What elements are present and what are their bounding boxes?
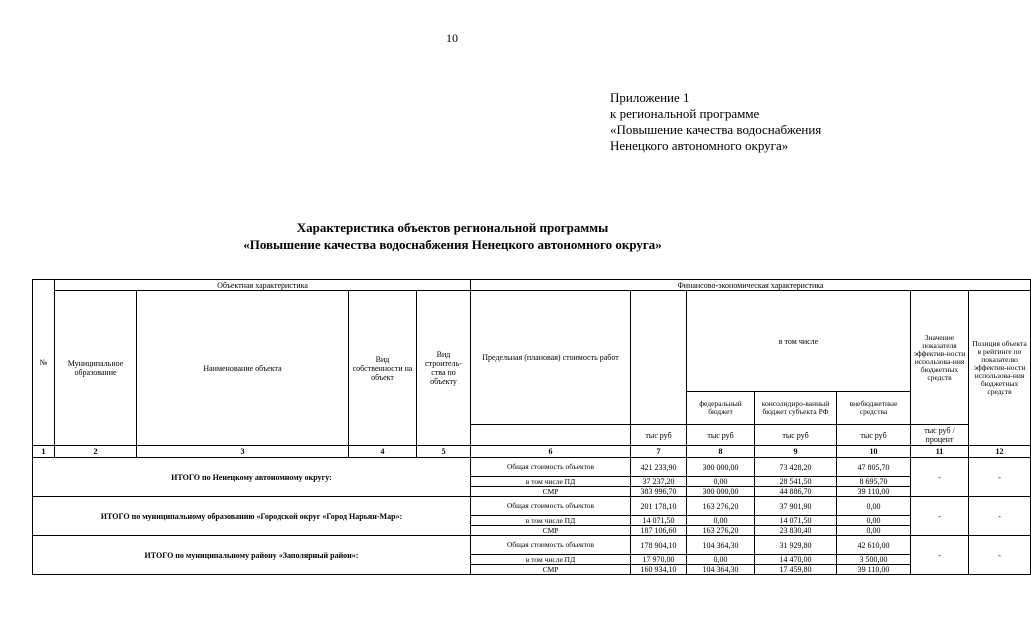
federal-value: 0,00 [687, 477, 755, 487]
rating-value: - [969, 458, 1031, 497]
program-objects-table [32, 279, 1031, 575]
extrabudget-value: 47 805,70 [837, 458, 911, 477]
title-line: «Повышение качества водоснабжения Ненецкого автономного округа» [243, 237, 662, 252]
col-number: 8 [687, 446, 755, 458]
unit-federal: тыс руб [687, 425, 755, 446]
cost-type: Общая стоимость объектов [471, 536, 631, 555]
cost-type: в том числе ПД [471, 516, 631, 526]
col-number: 10 [837, 446, 911, 458]
federal-value: 300 000,00 [687, 487, 755, 497]
appendix-line: Ненецкого автономного округа» [610, 138, 789, 153]
cost-value: 421 233,90 [631, 458, 687, 477]
col-number: 4 [349, 446, 417, 458]
federal-value: 163 276,20 [687, 497, 755, 516]
cost-type: СМР [471, 526, 631, 536]
rating-value: - [969, 497, 1031, 536]
cost-value: 37 237,20 [631, 477, 687, 487]
header-cost: Предельная (плановая) стоимость работ [471, 291, 631, 425]
cost-type: в том числе ПД [471, 477, 631, 487]
consolidated-value: 14 470,00 [755, 555, 837, 565]
cost-value: 201 178,10 [631, 497, 687, 516]
consolidated-value: 37 901,90 [755, 497, 837, 516]
col-number: 2 [55, 446, 137, 458]
rating-value: - [969, 536, 1031, 575]
federal-value: 104 364,30 [687, 565, 755, 575]
header-blank [631, 291, 687, 425]
federal-value: 300 000,00 [687, 458, 755, 477]
cost-value: 187 106,60 [631, 526, 687, 536]
federal-value: 0,00 [687, 555, 755, 565]
cost-value: 160 934,10 [631, 565, 687, 575]
col-number: 1 [33, 446, 55, 458]
appendix-note [610, 90, 821, 154]
consolidated-value: 14 071,50 [755, 516, 837, 526]
table-row [33, 458, 1031, 477]
appendix-line: к региональной программе [610, 106, 760, 121]
document-title [0, 219, 905, 253]
extrabudget-value: 39 110,00 [837, 487, 911, 497]
table-row [33, 497, 1031, 516]
header-federal: федеральный бюджет [687, 392, 755, 425]
federal-value: 104 364,30 [687, 536, 755, 555]
extrabudget-value: 39 110,00 [837, 565, 911, 575]
appendix-line: Приложение 1 [610, 90, 690, 105]
consolidated-value: 17 459,80 [755, 565, 837, 575]
header-construction: Вид строитель-ства по объекту [417, 291, 471, 446]
table-row [33, 536, 1031, 555]
appendix-line: «Повышение качества водоснабжения [610, 122, 822, 137]
header-num: № [33, 280, 55, 446]
total-label: ИТОГО по муниципальному району «Заполярный район»: [33, 536, 471, 575]
extrabudget-value: 0,00 [837, 516, 911, 526]
col-number: 5 [417, 446, 471, 458]
cost-type: СМР [471, 487, 631, 497]
cost-type: СМР [471, 565, 631, 575]
col-number: 9 [755, 446, 837, 458]
federal-value: 0,00 [687, 516, 755, 526]
cost-type: Общая стоимость объектов [471, 458, 631, 477]
extrabudget-value: 3 500,00 [837, 555, 911, 565]
header-group-finance: Финансово-экономическая характеристика [471, 280, 1031, 291]
header-group-object: Объектная характеристика [55, 280, 471, 291]
consolidated-value: 31 929,80 [755, 536, 837, 555]
unit-efficiency: тыс руб / процент [911, 425, 969, 446]
extrabudget-value: 42 610,00 [837, 536, 911, 555]
extrabudget-value: 0,00 [837, 526, 911, 536]
col-number: 11 [911, 446, 969, 458]
cost-value: 17 970,00 [631, 555, 687, 565]
unit-cost-blank [471, 425, 631, 446]
header-efficiency: Значение показателя эффектив-ности использова-ния бюджетных средств [911, 291, 969, 425]
extrabudget-value: 0,00 [837, 497, 911, 516]
col-number: 6 [471, 446, 631, 458]
col-number: 12 [969, 446, 1031, 458]
header-extrabudget: внебюджетные средства [837, 392, 911, 425]
header-ownership: Вид собственности на объект [349, 291, 417, 446]
page-number: 10 [446, 31, 458, 45]
efficiency-value: - [911, 536, 969, 575]
header-consolidated: консолидиро-ванный бюджет субъекта РФ [755, 392, 837, 425]
federal-value: 163 276,20 [687, 526, 755, 536]
consolidated-value: 73 428,20 [755, 458, 837, 477]
col-number: 7 [631, 446, 687, 458]
header-rating: Позиция объекта в рейтинге по показателю эффектив-ности использова-ния бюджетных средств [969, 291, 1031, 446]
unit-extrabudget: тыс руб [837, 425, 911, 446]
cost-value: 14 071,50 [631, 516, 687, 526]
unit-cost: тыс руб [631, 425, 687, 446]
extrabudget-value: 8 695,70 [837, 477, 911, 487]
consolidated-value: 28 541,50 [755, 477, 837, 487]
header-including: в том числе [687, 291, 911, 392]
total-label: ИТОГО по Ненецкому автономному округу: [33, 458, 471, 497]
cost-value: 383 996,70 [631, 487, 687, 497]
header-object-name: Наименование объекта [137, 291, 349, 446]
consolidated-value: 23 830,40 [755, 526, 837, 536]
consolidated-value: 44 886,70 [755, 487, 837, 497]
header-municipality: Муниципальное образование [55, 291, 137, 446]
efficiency-value: - [911, 497, 969, 536]
cost-type: в том числе ПД [471, 555, 631, 565]
cost-value: 178 904,10 [631, 536, 687, 555]
efficiency-value: - [911, 458, 969, 497]
total-label: ИТОГО по муниципальному образованию «Городской округ «Город Нарьян-Мар»: [33, 497, 471, 536]
title-line: Характеристика объектов региональной программы [296, 220, 609, 235]
col-number: 3 [137, 446, 349, 458]
unit-consolidated: тыс руб [755, 425, 837, 446]
cost-type: Общая стоимость объектов [471, 497, 631, 516]
